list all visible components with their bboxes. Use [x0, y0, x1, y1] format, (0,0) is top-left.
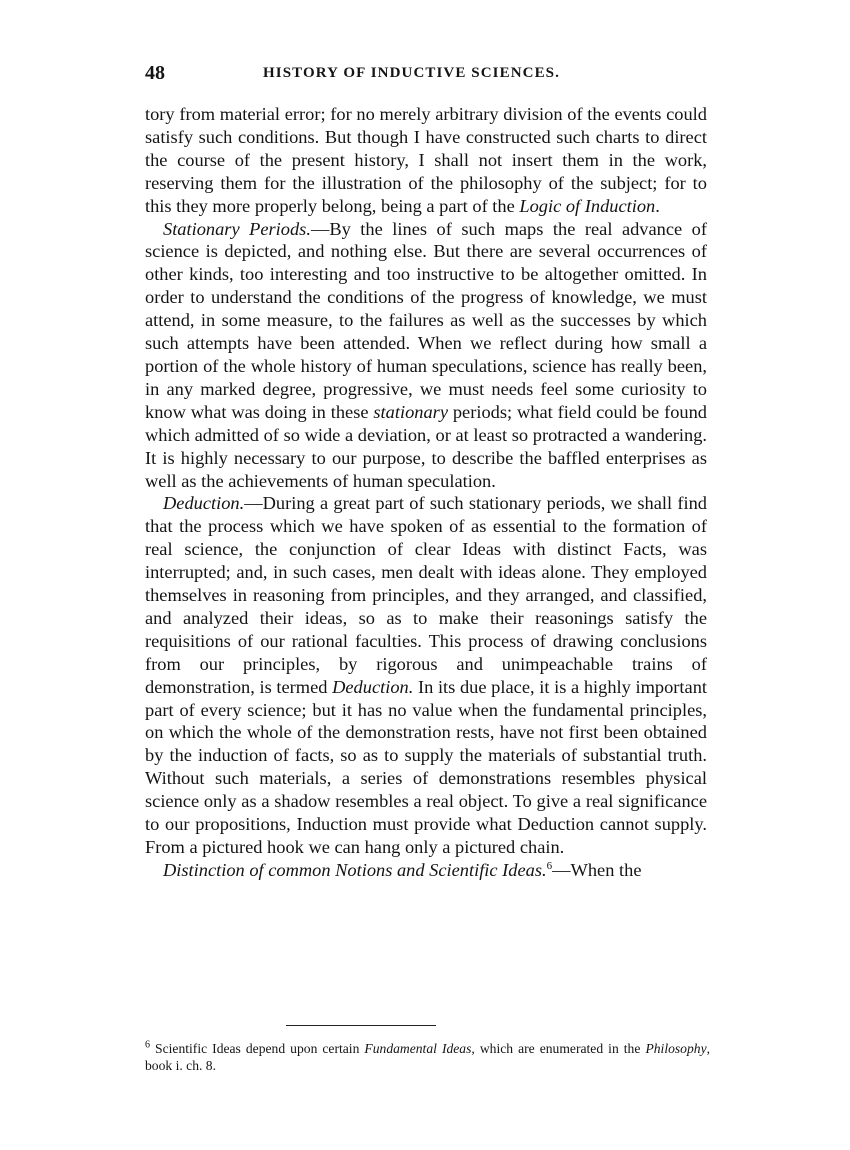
- section-heading: Distinction of common Notions and Scientific Ideas.: [163, 859, 547, 880]
- italic-term: Deduction.: [332, 676, 414, 697]
- running-head: [145, 62, 710, 88]
- body-text: [145, 103, 707, 882]
- paragraph-deduction: Deduction.—During a great part of such stationary periods, we shall find that the process which we have spoken of as essential to the formation of real science, the conjunction of clear Ideas with distinct Facts, was interrupted; and, in such cases, men dealt with ideas alone. They employed themselves in reasoning from principles, and they arranged, and classified, and analyzed their ideas, so as to make their reasonings satisfy the requisitions of our rational faculties. This process of drawing conclusions from our principles, by rigorous and unimpeachable trains of demonstration, is termed Deduction. In its due place, it is a highly important part of every science; but it has no value when the fundamental principles, on which the whole of the demonstration rests, have not first been obtained by the induction of facts, so as to supply the materials of substantial truth. Without such materials, a series of demonstrations resembles physical science only as a shadow resembles a real object. To give a real significance to our propositions, Induction must provide what Deduction cannot supply. From a pictured hook we can hang only a pictured chain.: [145, 493, 707, 857]
- footnote-reference[interactable]: 6: [546, 859, 553, 872]
- italic-term: stationary: [373, 401, 448, 422]
- section-heading: Stationary Periods.: [163, 218, 311, 239]
- paragraph-continuation: tory from material error; for no merely arbitrary division of the events could satisfy such conditions. But though I have constructed such charts to direct the course of the present history, I shall not insert them in the work, reserving them for the illustration of the philosophy of the subject; for to this they more properly belong, being a part of the Logic of Induction.: [145, 104, 707, 216]
- footnote-marker: 6: [145, 1039, 150, 1051]
- italic-term: Philosophy: [645, 1041, 707, 1056]
- italic-term: Logic of Induction: [519, 195, 656, 216]
- section-heading: Deduction.: [163, 493, 245, 514]
- paragraph-distinction: Distinction of common Notions and Scientific Ideas.$^6$—When the: [163, 859, 642, 880]
- running-title: HISTORY OF INDUCTIVE SCIENCES.: [263, 65, 560, 81]
- paragraph-stationary-periods: Stationary Periods.—By the lines of such maps the real advance of science is depicted, and nothing else. But there are several occurrences of other kinds, too interesting and too instructive to be altogether omitted. In order to understand the conditions of the progress of knowledge, we must attend, in some measure, to the failures as well as the successes by which such attempts have been attended. When we reflect during how small a portion of the whole history of human speculations, science has really been, in any marked degree, progressive, we must needs feel some curiosity to know what was doing in these stationary periods; what field could be found which admitted of so wide a deviation, or at least so protracted a wandering. It is highly necessary to our purpose, to describe the baffled enterprises as well as the achievements of human speculation.: [145, 218, 708, 491]
- footnote: $^6$ Scientific Ideas depend upon certain Fundamental Ideas, which are enumerated in the Philosophy, book i. ch. 8.: [145, 1039, 711, 1073]
- italic-term: Fundamental Ideas: [364, 1041, 472, 1056]
- footnote-divider: [286, 1025, 436, 1026]
- page-number: 48: [145, 62, 165, 84]
